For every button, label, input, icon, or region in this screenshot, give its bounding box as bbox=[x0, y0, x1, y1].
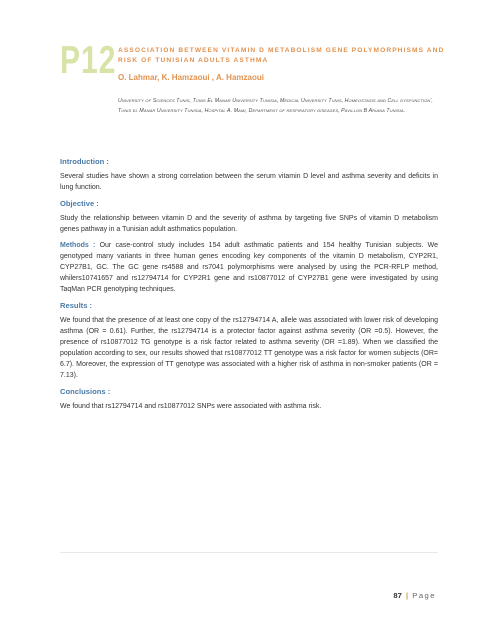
abstract-title: ASSOCIATION BETWEEN VITAMIN D METABOLISM GENE POLYMORPHISMS AND RISK OF TUNISIAN ADULTS ASTHMA bbox=[118, 47, 445, 64]
page-number-separator: | bbox=[406, 591, 409, 600]
conclusions-heading: Conclusions : bbox=[60, 387, 111, 396]
section-objective bbox=[60, 198, 438, 235]
methods-text: Our case-control study includes 154 adult asthmatic patients and 154 healthy Tunisian subjects. We genotyped many variants in three human genes encoding key components of the vitamin D metabolism, CYP2R1, CYP27B1, GC. The GC gene rs4588 and rs7041 polymorphisms were analysed by using the PCR-RFLP method, whilers10741657 and rs12794714 for CYP2R1 gene and rs10877012 of CYP27B1 gene were investigated by using TaqMan PCR genotyping techniques. bbox=[60, 242, 439, 293]
authors: O. Lahmar, K. Hamzaoui , A. Hamzaoui bbox=[118, 73, 264, 82]
section-conclusions bbox=[60, 386, 438, 412]
section-introduction bbox=[60, 156, 438, 193]
methods-heading: Methods : bbox=[60, 242, 96, 249]
introduction-heading: Introduction : bbox=[60, 157, 109, 166]
objective-text: Study the relationship between vitamin D and the severity of asthma by targeting five SNPs of vitamin D metabolism genes pathway in a Tunisian adult asthmatics population. bbox=[60, 215, 438, 233]
page-label: Page bbox=[412, 591, 436, 600]
abstract-body bbox=[60, 156, 438, 417]
introduction-text: Several studies have shown a strong correlation between the serum vitamin D level and asthma severity and deficits in lung function. bbox=[60, 173, 438, 191]
page-number bbox=[393, 591, 436, 600]
results-text: We found that the presence of at least one copy of the rs12794714 A, allele was associated with lower risk of developing asthma (OR = 0.61). Further, the rs12794714 is a protector factor against asthma severity (OR =0.5). However, the presence of rs10877012 TG genotype is a risk factor related to asthma severity (OR =1.89). When we classified the population according to sex, our results showed that rs10877012 TT genotype was a risk factor for women subjects (OR= 6.7). Moreover, the expression of TT genotype was associated with a higher risk of asthma in non-smoker patients (OR = 7.13). bbox=[60, 317, 438, 379]
results-heading: Results : bbox=[60, 301, 93, 310]
methods-paragraph bbox=[60, 240, 438, 295]
section-methods bbox=[60, 240, 438, 295]
conclusions-text: We found that rs12794714 and rs10877012 SNPs were associated with asthma risk. bbox=[60, 403, 322, 410]
poster-code: P12 bbox=[60, 39, 117, 83]
section-results bbox=[60, 300, 438, 381]
objective-heading: Objective : bbox=[60, 199, 99, 208]
footer-divider bbox=[60, 552, 438, 553]
affiliation: University of Sciences Tunis, Tunis El Manar University Tunisia, Medical University Tunis, Homeostasis and Cell dysfunction', Tunis el Manar University Tunisia, Hospital A. Mami, Department of respiratory diseases, Pavillon B Ariana Tunisia. bbox=[118, 98, 433, 114]
page-number-value: 87 bbox=[393, 591, 402, 600]
